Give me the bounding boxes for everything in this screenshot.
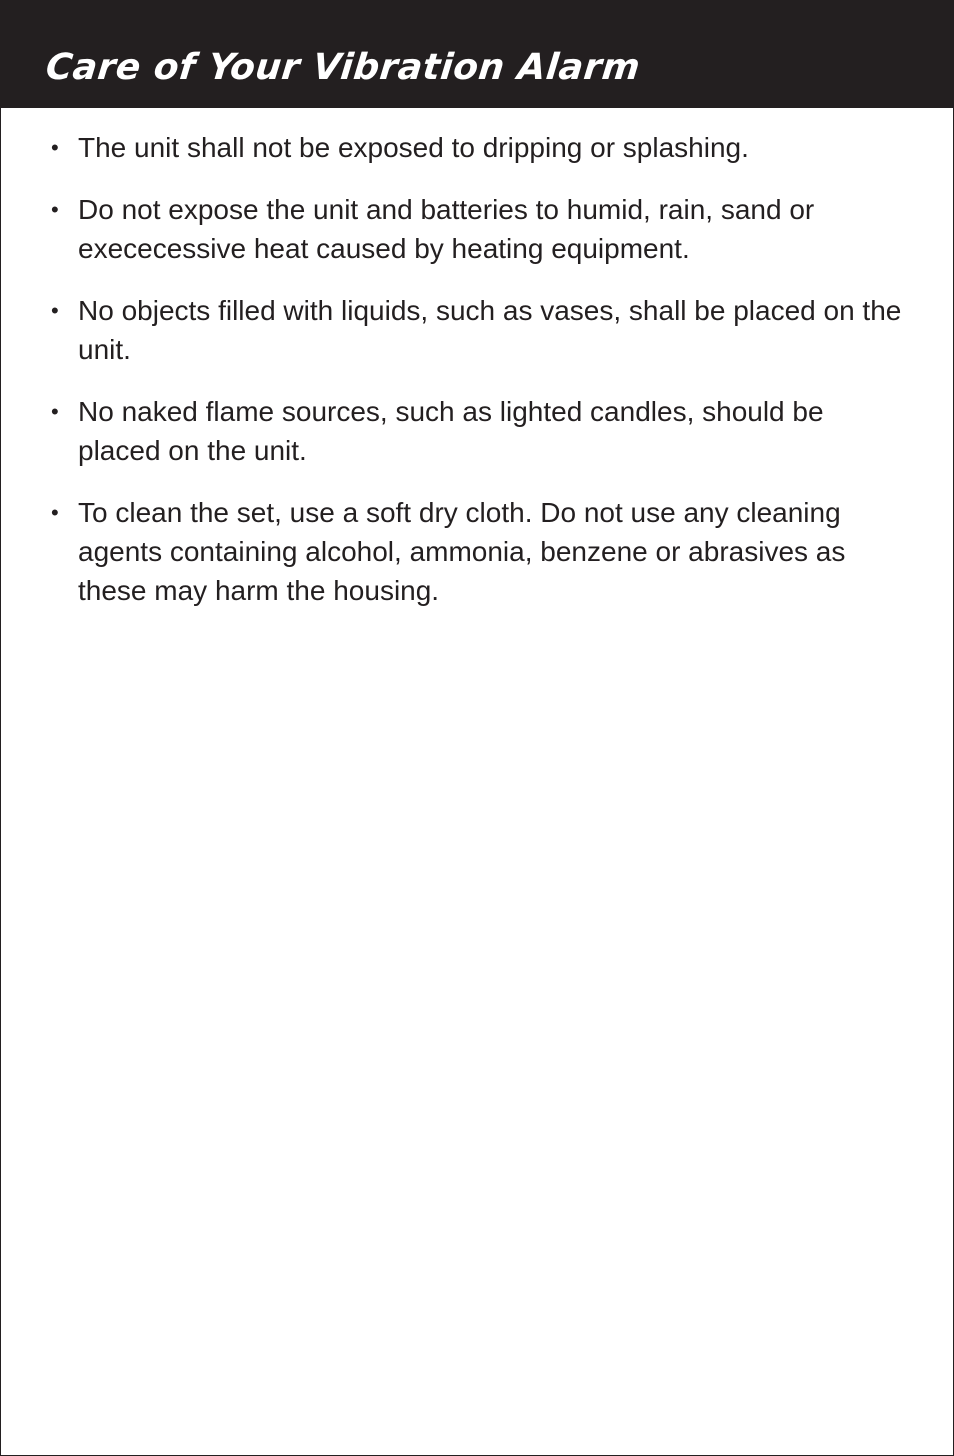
care-item-text: To clean the set, use a soft dry cloth. Do not use any cleaning agents containing alcohol, ammonia, benzene or abrasives as these may harm the housing. [78, 497, 846, 606]
page-title: Care of Your Vibration Alarm [43, 47, 643, 88]
list-item [1, 493, 953, 610]
bullet-icon: • [51, 399, 59, 424]
care-item-text: Do not expose the unit and batteries to humid, rain, sand or exececessive heat caused by heating equipment. [78, 194, 815, 264]
bullet-icon: • [51, 197, 59, 222]
list-item [1, 392, 953, 470]
header-bar [1, 1, 953, 108]
bullet-icon: • [51, 298, 59, 323]
care-item-text: The unit shall not be exposed to dripping or splashing. [78, 132, 749, 163]
list-item [1, 291, 953, 369]
bullet-icon: • [51, 135, 59, 160]
care-item-text: No objects filled with liquids, such as vases, shall be placed on the unit. [78, 295, 902, 365]
list-item [1, 190, 953, 268]
care-item-text: No naked flame sources, such as lighted candles, should be placed on the unit. [78, 396, 824, 466]
care-instructions-list [1, 128, 953, 633]
bullet-icon: • [51, 500, 59, 525]
list-item [1, 128, 953, 167]
